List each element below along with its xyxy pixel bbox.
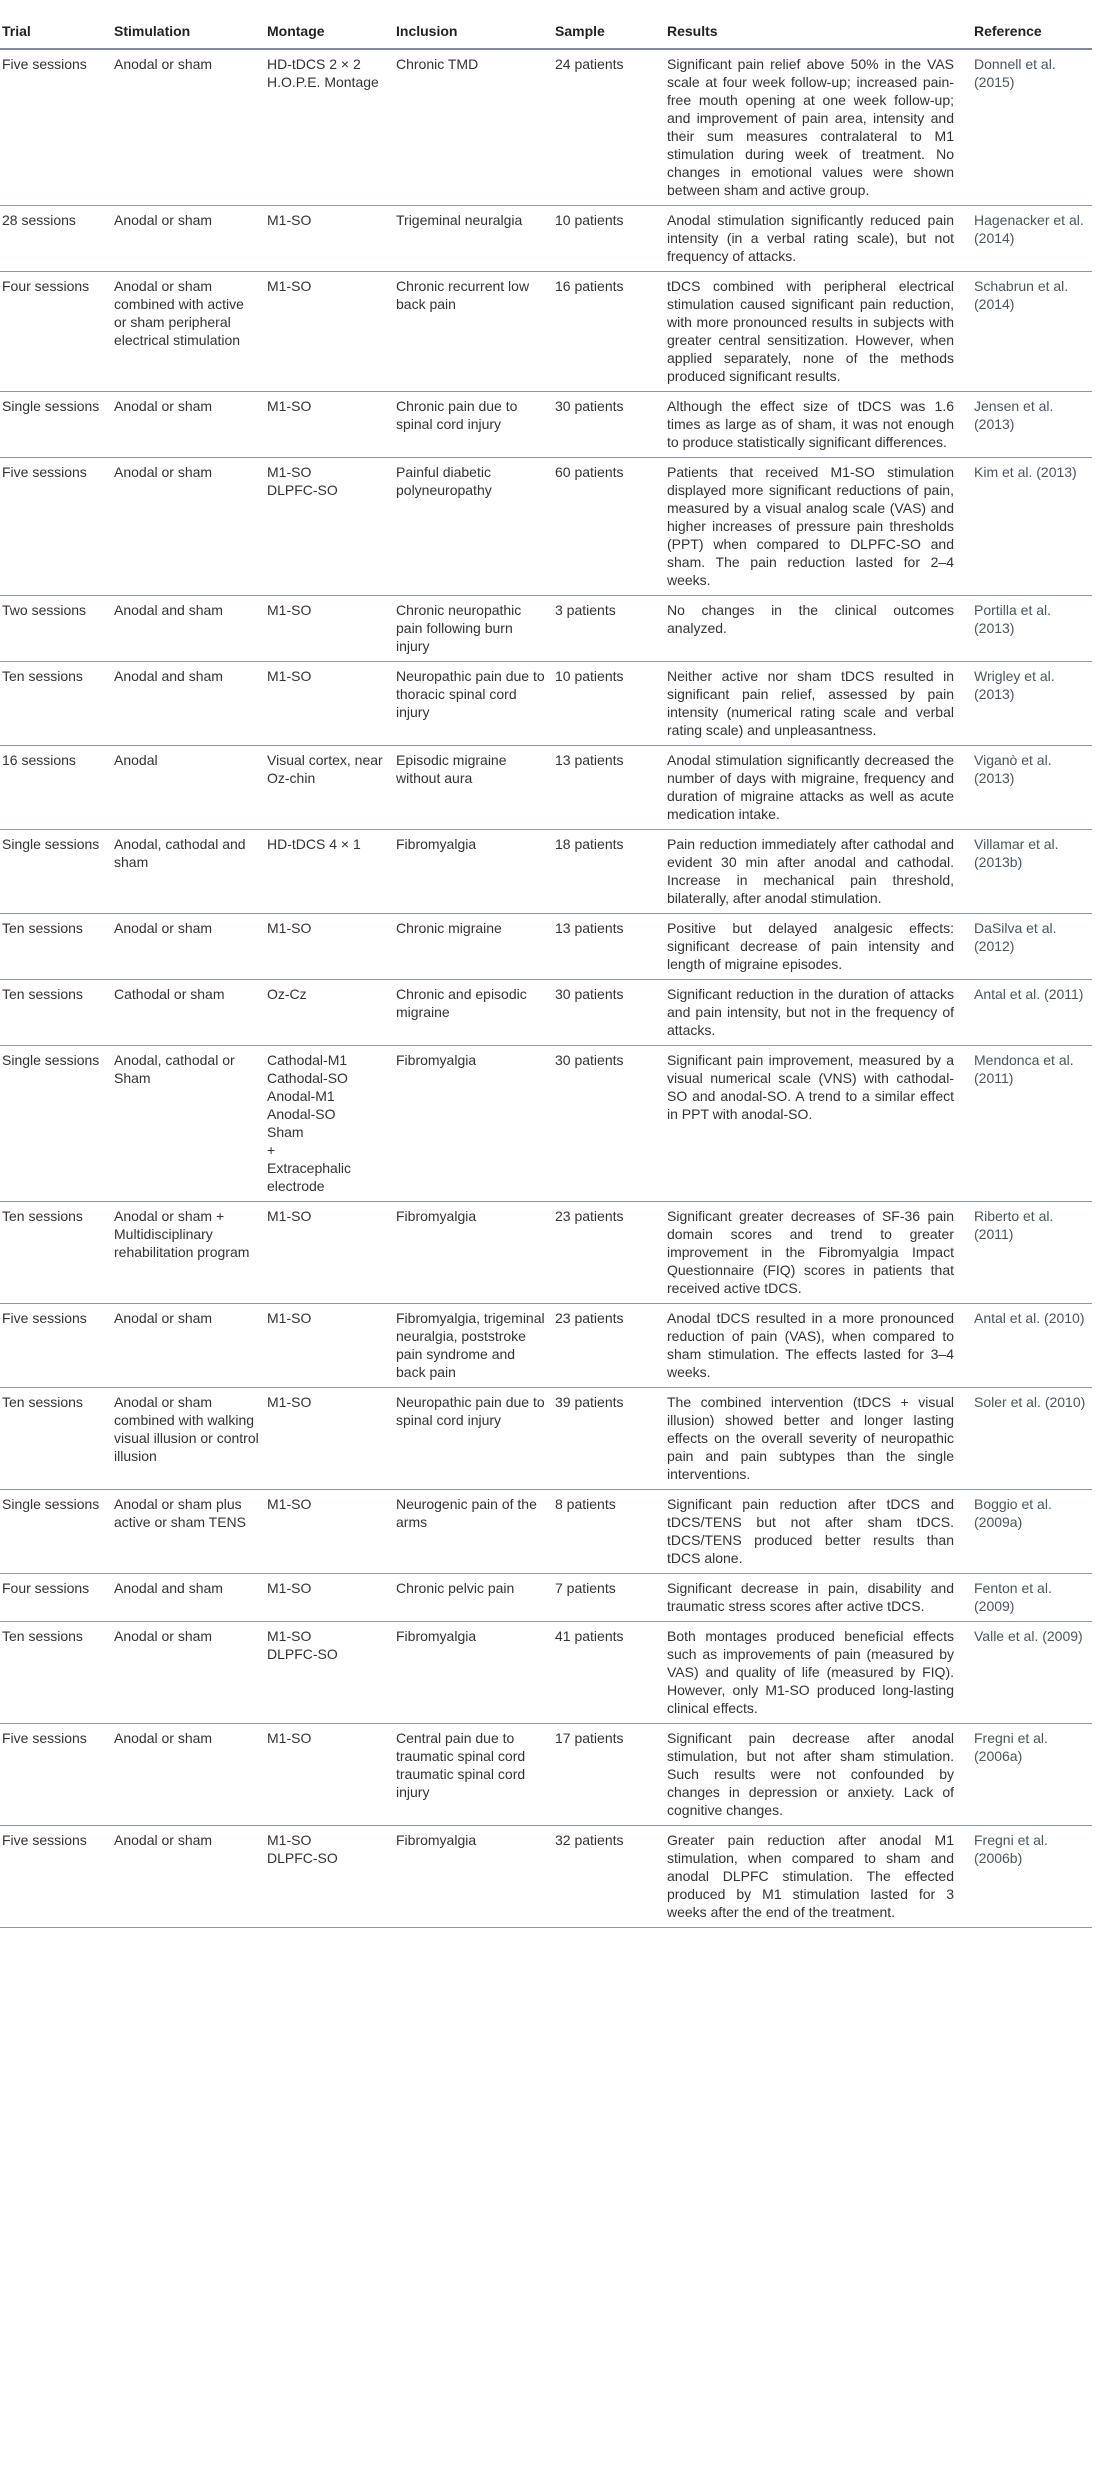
montage-cell: Oz-Cz — [263, 980, 389, 1046]
montage-cell: M1-SO — [263, 1574, 389, 1622]
table-row — [0, 596, 1092, 662]
sample-cell: 30 patients — [551, 392, 661, 458]
stimulation-cell: Anodal or sham plus active or sham TENS — [109, 1490, 263, 1574]
reference-cell: Donnell et al. (2015) — [968, 49, 1092, 206]
results-cell: Significant pain decrease after anodal stimulation, but not after sham stimulation. Such results were not confounded by changes in depression or anxiety. Lack of cognitive changes. — [661, 1724, 968, 1826]
sample-cell: 41 patients — [551, 1622, 661, 1724]
inclusion-cell: Chronic and episodic migraine — [389, 980, 551, 1046]
reference-cell: Riberto et al. (2011) — [968, 1202, 1092, 1304]
table-row — [0, 392, 1092, 458]
trial-cell: Ten sessions — [0, 1622, 109, 1724]
trial-cell: 28 sessions — [0, 206, 109, 272]
results-cell: The combined intervention (tDCS + visual illusion) showed better and longer lasting effects on the overall severity of neuropathic pain and pain subtypes than the single interventions. — [661, 1388, 968, 1490]
table-row — [0, 1388, 1092, 1490]
trial-cell: Ten sessions — [0, 1202, 109, 1304]
sample-cell: 23 patients — [551, 1304, 661, 1388]
trial-cell: Five sessions — [0, 458, 109, 596]
sample-cell: 18 patients — [551, 830, 661, 914]
results-cell: tDCS combined with peripheral electrical stimulation caused significant pain reduction, with more pronounced results in subjects with greater central sensitization. However, when applied separately, none of the methods produced significant results. — [661, 272, 968, 392]
inclusion-cell: Fibromyalgia — [389, 1622, 551, 1724]
inclusion-cell: Chronic recurrent low back pain — [389, 272, 551, 392]
sample-cell: 60 patients — [551, 458, 661, 596]
inclusion-cell: Chronic migraine — [389, 914, 551, 980]
trial-cell: Single sessions — [0, 392, 109, 458]
sample-cell: 7 patients — [551, 1574, 661, 1622]
stimulation-cell: Anodal or sham — [109, 1304, 263, 1388]
montage-cell: HD-tDCS 2 × 2 H.O.P.E. Montage — [263, 49, 389, 206]
trial-cell: Five sessions — [0, 1724, 109, 1826]
results-cell: Neither active nor sham tDCS resulted in significant pain relief, assessed by pain intensity (numerical rating scale and verbal rating scale) and unpleasantness. — [661, 662, 968, 746]
stimulation-cell: Anodal or sham — [109, 458, 263, 596]
montage-cell: Visual cortex, near Oz-chin — [263, 746, 389, 830]
sample-cell: 8 patients — [551, 1490, 661, 1574]
stimulation-cell: Anodal or sham — [109, 49, 263, 206]
results-cell: Significant pain reduction after tDCS and tDCS/TENS but not after sham tDCS. tDCS/TENS produced better results than tDCS alone. — [661, 1490, 968, 1574]
results-cell: Significant pain relief above 50% in the VAS scale at four week follow-up; increased pain-free mouth opening at one week follow-up; and improvement of pain area, intensity and their sum measures contralateral to M1 stimulation during week of treatment. No changes in emotional values were shown between sham and active group. — [661, 49, 968, 206]
montage-cell: M1-SO — [263, 1202, 389, 1304]
montage-cell: M1-SO — [263, 1304, 389, 1388]
inclusion-cell: Fibromyalgia — [389, 830, 551, 914]
montage-cell: M1-SO — [263, 662, 389, 746]
stimulation-cell: Anodal or sham — [109, 914, 263, 980]
montage-cell: M1-SO — [263, 1490, 389, 1574]
table-row — [0, 49, 1092, 206]
inclusion-cell: Neuropathic pain due to thoracic spinal cord injury — [389, 662, 551, 746]
montage-cell: M1-SO DLPFC-SO — [263, 458, 389, 596]
results-cell: Significant reduction in the duration of attacks and pain intensity, but not in the frequency of attacks. — [661, 980, 968, 1046]
inclusion-cell: Chronic pain due to spinal cord injury — [389, 392, 551, 458]
trial-cell: Ten sessions — [0, 914, 109, 980]
header-montage: Montage — [263, 0, 389, 49]
sample-cell: 30 patients — [551, 1046, 661, 1202]
reference-cell: Fregni et al. (2006a) — [968, 1724, 1092, 1826]
sample-cell: 10 patients — [551, 662, 661, 746]
reference-cell: Villamar et al. (2013b) — [968, 830, 1092, 914]
inclusion-cell: Chronic neuropathic pain following burn injury — [389, 596, 551, 662]
reference-cell: Portilla et al. (2013) — [968, 596, 1092, 662]
stimulation-cell: Anodal, cathodal or Sham — [109, 1046, 263, 1202]
trial-cell: Two sessions — [0, 596, 109, 662]
sample-cell: 24 patients — [551, 49, 661, 206]
sample-cell: 23 patients — [551, 1202, 661, 1304]
table-row — [0, 1202, 1092, 1304]
stimulation-cell: Anodal or sham — [109, 206, 263, 272]
inclusion-cell: Fibromyalgia — [389, 1202, 551, 1304]
header-results: Results — [661, 0, 968, 49]
inclusion-cell: Chronic TMD — [389, 49, 551, 206]
results-cell: Patients that received M1-SO stimulation displayed more significant reductions of pain, measured by a visual analog scale (VAS) and higher increases of pressure pain thresholds (PPT) when compared to DLPFC-SO and sham. The pain reduction lasted for 2–4 weeks. — [661, 458, 968, 596]
results-cell: Significant decrease in pain, disability and traumatic stress scores after active tDCS. — [661, 1574, 968, 1622]
sample-cell: 39 patients — [551, 1388, 661, 1490]
reference-cell: Jensen et al. (2013) — [968, 392, 1092, 458]
reference-cell: Fenton et al. (2009) — [968, 1574, 1092, 1622]
stimulation-cell: Anodal and sham — [109, 1574, 263, 1622]
trial-cell: Five sessions — [0, 49, 109, 206]
reference-cell: Antal et al. (2010) — [968, 1304, 1092, 1388]
table-row — [0, 458, 1092, 596]
results-cell: No changes in the clinical outcomes analyzed. — [661, 596, 968, 662]
montage-cell: M1-SO — [263, 206, 389, 272]
table-row — [0, 1724, 1092, 1826]
trial-cell: Five sessions — [0, 1826, 109, 1928]
results-cell: Anodal tDCS resulted in a more pronounced reduction of pain (VAS), when compared to sham stimulation. The effects lasted for 3–4 weeks. — [661, 1304, 968, 1388]
stimulation-cell: Anodal or sham — [109, 392, 263, 458]
sample-cell: 10 patients — [551, 206, 661, 272]
stimulation-cell: Anodal and sham — [109, 596, 263, 662]
inclusion-cell: Episodic migraine without aura — [389, 746, 551, 830]
table-row — [0, 1574, 1092, 1622]
header-stimulation: Stimulation — [109, 0, 263, 49]
montage-cell: M1-SO — [263, 596, 389, 662]
table-row — [0, 1826, 1092, 1928]
results-cell: Both montages produced beneficial effects such as improvements of pain (measured by VAS) and quality of life (measured by FIQ). However, only M1-SO produced long-lasting clinical effects. — [661, 1622, 968, 1724]
stimulation-cell: Cathodal or sham — [109, 980, 263, 1046]
header-inclusion: Inclusion — [389, 0, 551, 49]
sample-cell: 32 patients — [551, 1826, 661, 1928]
table-row — [0, 830, 1092, 914]
table-row — [0, 1490, 1092, 1574]
reference-cell: Wrigley et al. (2013) — [968, 662, 1092, 746]
reference-cell: Schabrun et al. (2014) — [968, 272, 1092, 392]
inclusion-cell: Fibromyalgia — [389, 1826, 551, 1928]
header-trial: Trial — [0, 0, 109, 49]
inclusion-cell: Central pain due to traumatic spinal cord traumatic spinal cord injury — [389, 1724, 551, 1826]
reference-cell: Viganò et al. (2013) — [968, 746, 1092, 830]
results-cell: Significant greater decreases of SF-36 pain domain scores and trend to greater improvement in the Fibromyalgia Impact Questionnaire (FIQ) scores in patients that received active tDCS. — [661, 1202, 968, 1304]
stimulation-cell: Anodal or sham combined with walking visual illusion or control illusion — [109, 1388, 263, 1490]
sample-cell: 30 patients — [551, 980, 661, 1046]
reference-cell: Antal et al. (2011) — [968, 980, 1092, 1046]
table-row — [0, 746, 1092, 830]
inclusion-cell: Fibromyalgia, trigeminal neuralgia, poststroke pain syndrome and back pain — [389, 1304, 551, 1388]
reference-cell: Fregni et al. (2006b) — [968, 1826, 1092, 1928]
inclusion-cell: Chronic pelvic pain — [389, 1574, 551, 1622]
montage-cell: M1-SO — [263, 392, 389, 458]
trial-cell: Four sessions — [0, 1574, 109, 1622]
reference-cell: Mendonca et al. (2011) — [968, 1046, 1092, 1202]
results-cell: Anodal stimulation significantly reduced pain intensity (in a verbal rating scale), but not frequency of attacks. — [661, 206, 968, 272]
trial-cell: Five sessions — [0, 1304, 109, 1388]
montage-cell: M1-SO — [263, 272, 389, 392]
stimulation-cell: Anodal, cathodal and sham — [109, 830, 263, 914]
trial-cell: Single sessions — [0, 1046, 109, 1202]
header-row — [0, 0, 1092, 49]
sample-cell: 17 patients — [551, 1724, 661, 1826]
sample-cell: 13 patients — [551, 914, 661, 980]
stimulation-cell: Anodal or sham — [109, 1724, 263, 1826]
reference-cell: Valle et al. (2009) — [968, 1622, 1092, 1724]
table-row — [0, 1622, 1092, 1724]
inclusion-cell: Neurogenic pain of the arms — [389, 1490, 551, 1574]
sample-cell: 3 patients — [551, 596, 661, 662]
trial-cell: Four sessions — [0, 272, 109, 392]
trial-cell: 16 sessions — [0, 746, 109, 830]
montage-cell: M1-SO DLPFC-SO — [263, 1622, 389, 1724]
trial-cell: Single sessions — [0, 830, 109, 914]
header-sample: Sample — [551, 0, 661, 49]
reference-cell: Kim et al. (2013) — [968, 458, 1092, 596]
table-row — [0, 914, 1092, 980]
stimulation-cell: Anodal or sham — [109, 1622, 263, 1724]
stimulation-cell: Anodal or sham combined with active or sham peripheral electrical stimulation — [109, 272, 263, 392]
table-row — [0, 662, 1092, 746]
trial-cell: Ten sessions — [0, 980, 109, 1046]
table-row — [0, 980, 1092, 1046]
sample-cell: 16 patients — [551, 272, 661, 392]
stimulation-cell: Anodal or sham + Multidisciplinary rehabilitation program — [109, 1202, 263, 1304]
reference-cell: Hagenacker et al. (2014) — [968, 206, 1092, 272]
montage-cell: HD-tDCS 4 × 1 — [263, 830, 389, 914]
inclusion-cell: Neuropathic pain due to spinal cord injury — [389, 1388, 551, 1490]
trial-cell: Ten sessions — [0, 662, 109, 746]
stimulation-cell: Anodal or sham — [109, 1826, 263, 1928]
results-cell: Significant pain improvement, measured by a visual numerical scale (VNS) with cathodal-SO and anodal-SO. A trend to a similar effect in PPT with anodal-SO. — [661, 1046, 968, 1202]
results-cell: Positive but delayed analgesic effects: significant decrease of pain intensity and length of migraine episodes. — [661, 914, 968, 980]
inclusion-cell: Painful diabetic polyneuropathy — [389, 458, 551, 596]
table-row — [0, 206, 1092, 272]
table-row — [0, 272, 1092, 392]
reference-cell: Soler et al. (2010) — [968, 1388, 1092, 1490]
trial-cell: Single sessions — [0, 1490, 109, 1574]
montage-cell: M1-SO DLPFC-SO — [263, 1826, 389, 1928]
results-cell: Anodal stimulation significantly decreased the number of days with migraine, frequency and duration of migraine attacks as well as acute medication intake. — [661, 746, 968, 830]
table-row — [0, 1046, 1092, 1202]
sample-cell: 13 patients — [551, 746, 661, 830]
montage-cell: M1-SO — [263, 914, 389, 980]
results-cell: Greater pain reduction after anodal M1 stimulation, when compared to sham and anodal DLPFC stimulation. The effected produced by M1 stimulation lasted for 3 weeks after the end of the treatment. — [661, 1826, 968, 1928]
inclusion-cell: Fibromyalgia — [389, 1046, 551, 1202]
table-row — [0, 1304, 1092, 1388]
header-reference: Reference — [968, 0, 1092, 49]
inclusion-cell: Trigeminal neuralgia — [389, 206, 551, 272]
trial-cell: Ten sessions — [0, 1388, 109, 1490]
results-cell: Although the effect size of tDCS was 1.6 times as large as of sham, it was not enough to produce statistically significant differences. — [661, 392, 968, 458]
reference-cell: Boggio et al. (2009a) — [968, 1490, 1092, 1574]
reference-cell: DaSilva et al. (2012) — [968, 914, 1092, 980]
montage-cell: M1-SO — [263, 1724, 389, 1826]
results-cell: Pain reduction immediately after cathodal and evident 30 min after anodal and cathodal. Increase in mechanical pain threshold, bilaterally, after anodal stimulation. — [661, 830, 968, 914]
stimulation-cell: Anodal — [109, 746, 263, 830]
stimulation-cell: Anodal and sham — [109, 662, 263, 746]
montage-cell: M1-SO — [263, 1388, 389, 1490]
montage-cell: Cathodal-M1 Cathodal-SO Anodal-M1 Anodal-SO Sham + Extracephalic electrode — [263, 1046, 389, 1202]
